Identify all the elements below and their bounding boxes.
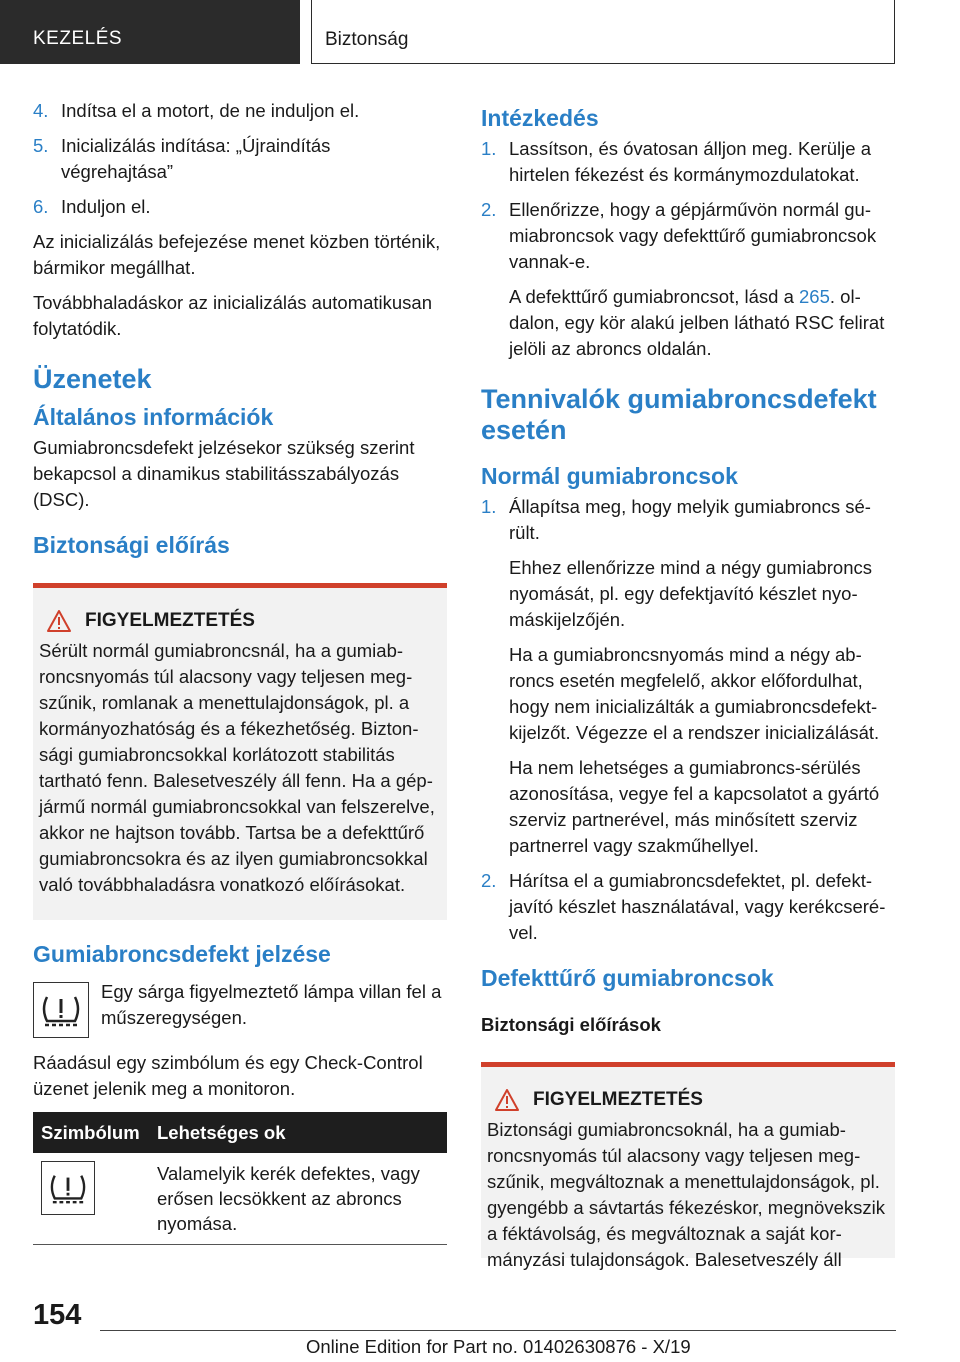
warning-box bbox=[481, 1062, 895, 1270]
footer-edition: Online Edition for Part no. 01402630876 - X/19 bbox=[306, 1336, 691, 1357]
warning-header bbox=[487, 1087, 889, 1113]
warning-title: FIGYELMEZTETÉS bbox=[85, 610, 255, 631]
tpms-symbol-icon bbox=[41, 1161, 95, 1215]
warning-text: Sérült normál gumiabroncsnál, ha a gumiabroncsnyomás túl alacsony vagy teljesen megszűnik, romlanak a menettulajdonságok, pl. a kormányozhatóság és a fékezhetőség. Biztonsági gumiabroncsokkal korlátozott stabilitás tartható fenn. Balesetveszély áll fenn. Ha a gépjármű normál gumiabroncsokkal van felszerelve, akkor ne hajtson tovább. Tartsa be a defekttűrő gumiabroncsokra és az ilyen gumiabroncsokkal való továbbhaladásra vonatkozó előírásokat. bbox=[39, 640, 435, 895]
topic-title: Biztonság bbox=[325, 29, 409, 50]
reference-paragraph: A defekttűrő gumiabroncsot, lásd a 265. oldalon, egy kör alakú jelben látható RSC felirat jelöli az abroncs oldalán. bbox=[509, 286, 885, 359]
paragraph: Ráadásul egy szimbólum és egy Check-Control üzenet jelenik meg a monitoron. bbox=[33, 1052, 423, 1099]
warning-text: Biztonsági gumiabroncsoknál, ha a gumiabroncsnyomás túl alacsony vagy teljesen megszűnik, megváltoznak a menettulajdonságok, pl. gyengébb a sávtartás fékezéskor, megnövekszik a féktávolság, és megváltoznak a saját kormányzási tulajdonságok. Balesetveszély áll bbox=[487, 1119, 885, 1270]
list-item: 2. Ellenőrizze, hogy a gépjárművön normál gumiabroncsok vagy defekttűrő gumiabroncsok vannak-e. bbox=[481, 199, 877, 272]
left-column bbox=[33, 98, 447, 1245]
heading-runflat: Defekttűrő gumiabroncsok bbox=[481, 965, 774, 991]
section-title: KEZELÉS bbox=[33, 28, 123, 49]
header-topic bbox=[311, 0, 895, 64]
page-reference-link[interactable]: 265 bbox=[799, 286, 830, 307]
tpms-warning-icon bbox=[33, 982, 89, 1038]
symbol-table bbox=[33, 1112, 447, 1245]
lamp-row bbox=[33, 982, 447, 1038]
table-header-cause: Lehetséges ok bbox=[149, 1112, 447, 1153]
warning-triangle-icon bbox=[47, 610, 71, 632]
warning-header bbox=[39, 608, 441, 634]
footer-divider bbox=[100, 1330, 896, 1331]
list-item: 1. Lassítson, és óvatosan álljon meg. Kerülje a hirtelen fékezést és kormánymozdulatokat. bbox=[481, 138, 871, 185]
heading-general-info: Általános információk bbox=[33, 404, 274, 430]
sub-paragraph: Ha a gumiabroncsnyomás mind a négy abroncs esetén megfelelő, akkor előfordulhat, hogy nem inicializálták a gumiabroncsdefektkijelzőt. Végezze el a rendszer inicializálását. bbox=[509, 644, 880, 743]
warning-triangle-icon bbox=[495, 1089, 519, 1111]
heading-normal-tyres: Normál gumiabroncsok bbox=[481, 463, 738, 489]
table-cell-cause: Valamelyik kerék defektes, vagy erősen lecsökkent az abroncs nyomása. bbox=[149, 1153, 447, 1245]
warning-box bbox=[33, 583, 447, 920]
paragraph: Gumiabroncsdefekt jelzésekor szükség szerint bekapcsol a dinamikus stabilitásszabályozás (DSC). bbox=[33, 437, 415, 510]
heading-actions: Intézkedés bbox=[481, 105, 599, 131]
sub-paragraph: Ha nem lehetséges a gumiabroncs-sérülés azonosítása, vegye fel a kapcsolatot a gyártó szerviz partnerével, más minősített szerviz partnerrel vagy szakműhellyel. bbox=[509, 757, 880, 856]
list-item: 4. Indítsa el a motort, de ne induljon el. bbox=[33, 100, 360, 121]
paragraph: Az inicializálás befejezése menet közben történik, bármikor megállhat. bbox=[33, 231, 441, 278]
list-item: 1. Állapítsa meg, hogy melyik gumiabroncs sérült. bbox=[481, 496, 871, 543]
heading-indication: Gumiabroncsdefekt jelzése bbox=[33, 941, 331, 967]
lamp-text: Egy sárga figyelmeztető lámpa villan fel a műszeregységen. bbox=[101, 981, 442, 1028]
heading-todo: Tennivalók gumiabroncsdefekt esetén bbox=[481, 384, 877, 445]
warning-title: FIGYELMEZTETÉS bbox=[533, 1089, 703, 1110]
header-section bbox=[0, 0, 300, 64]
list-item: 5. Inicializálás indítása: „Újraindítás végrehajtása” bbox=[33, 135, 331, 182]
list-item: 2. Hárítsa el a gumiabroncsdefektet, pl. defektjavító készlet használatával, vagy kerékcserével. bbox=[481, 870, 886, 943]
table-row bbox=[33, 1153, 447, 1245]
paragraph: Továbbhaladáskor az inicializálás automatikusan folytatódik. bbox=[33, 292, 433, 339]
heading-messages: Üzenetek bbox=[33, 364, 152, 394]
heading-safety-rules: Biztonsági előírások bbox=[481, 1014, 661, 1035]
sub-paragraph: Ehhez ellenőrizze mind a négy gumiabroncs nyomását, pl. egy defektjavító készlet nyomáskijelzőjén. bbox=[509, 557, 873, 630]
table-cell-symbol bbox=[33, 1153, 149, 1245]
heading-safety: Biztonsági előírás bbox=[33, 532, 230, 558]
list-item: 6. Induljon el. bbox=[33, 196, 151, 217]
right-column bbox=[481, 104, 895, 1278]
page-number: 154 bbox=[33, 1299, 82, 1331]
table-header-symbol: Szimbólum bbox=[33, 1112, 149, 1153]
